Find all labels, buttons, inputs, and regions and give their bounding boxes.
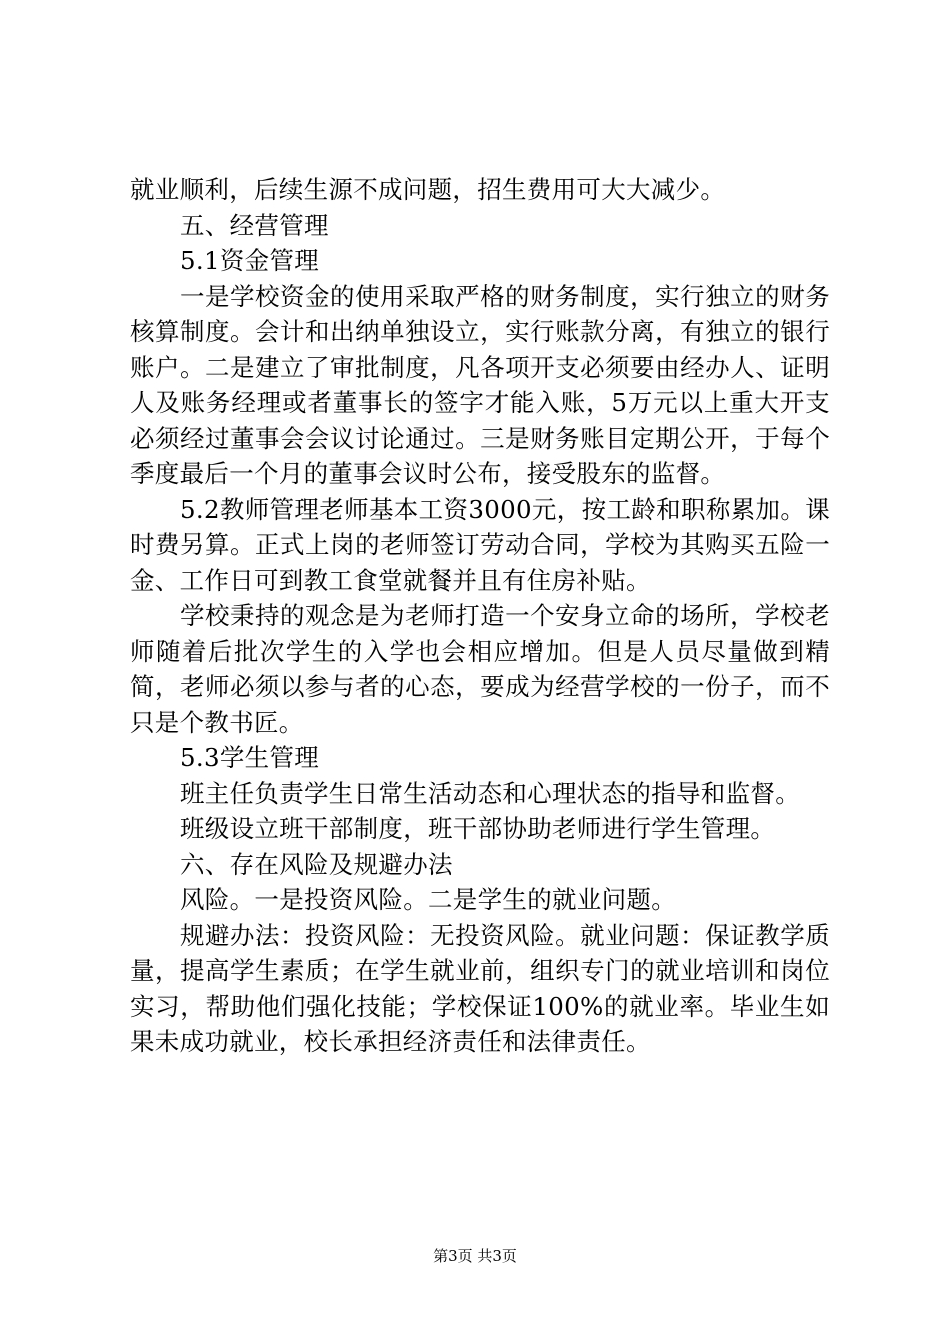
section-heading-operations: 五、经营管理 xyxy=(180,210,329,240)
paragraph-school-philosophy: 学校秉持的观念是为老师打造一个安身立命的场所，学校老师随着后批次学生的入学也会相应增加。但是人员尽量做到精简，老师必须以参与者的心态，要成为经营学校的一份子，而不只是个教书匠。 xyxy=(130,601,830,737)
subsection-heading-students: 5.3学生管理 xyxy=(180,743,320,772)
section-heading-risks: 六、存在风险及规避办法 xyxy=(180,849,453,879)
subsection-heading-funds: 5.1资金管理 xyxy=(180,246,320,275)
page-number-footer: 第3页 共3页 xyxy=(433,1247,517,1265)
paragraph-teacher-management: 5.2教师管理老师基本工资3000元，按工龄和职称累加。课时费另算。正式上岗的老师签订劳动合同，学校为其购买五险一金、工作日可到教工食堂就餐并且有住房补贴。 xyxy=(130,494,830,595)
paragraph-class-cadre: 班级设立班干部制度，班干部协助老师进行学生管理。 xyxy=(180,814,776,843)
paragraph-continuation: 就业顺利，后续生源不成问题，招生费用可大大减少。 xyxy=(130,175,726,204)
paragraph-risk-avoidance: 规避办法：投资风险：无投资风险。就业问题：保证教学质量，提高学生素质；在学生就业前，组织专门的就业培训和岗位实习，帮助他们强化技能；学校保证100%的就业率。毕业生如果未成功就业，校长承担经济责任和法律责任。 xyxy=(130,920,830,1056)
paragraph-funds-management: 一是学校资金的使用采取严格的财务制度，实行独立的财务核算制度。会计和出纳单独设立，实行账款分离，有独立的银行账户。二是建立了审批制度，凡各项开支必须要由经办人、证明人及账务经理或者董事长的签字才能入账，5万元以上重大开支必须经过董事会会议讨论通过。三是财务账目定期公开，于每个季度最后一个月的董事会议时公布，接受股东的监督。 xyxy=(130,281,830,488)
document-body xyxy=(130,172,830,1060)
paragraph-head-teacher: 班主任负责学生日常生活动态和心理状态的指导和监督。 xyxy=(180,778,800,808)
paragraph-risks: 风险。一是投资风险。二是学生的就业问题。 xyxy=(180,885,676,914)
